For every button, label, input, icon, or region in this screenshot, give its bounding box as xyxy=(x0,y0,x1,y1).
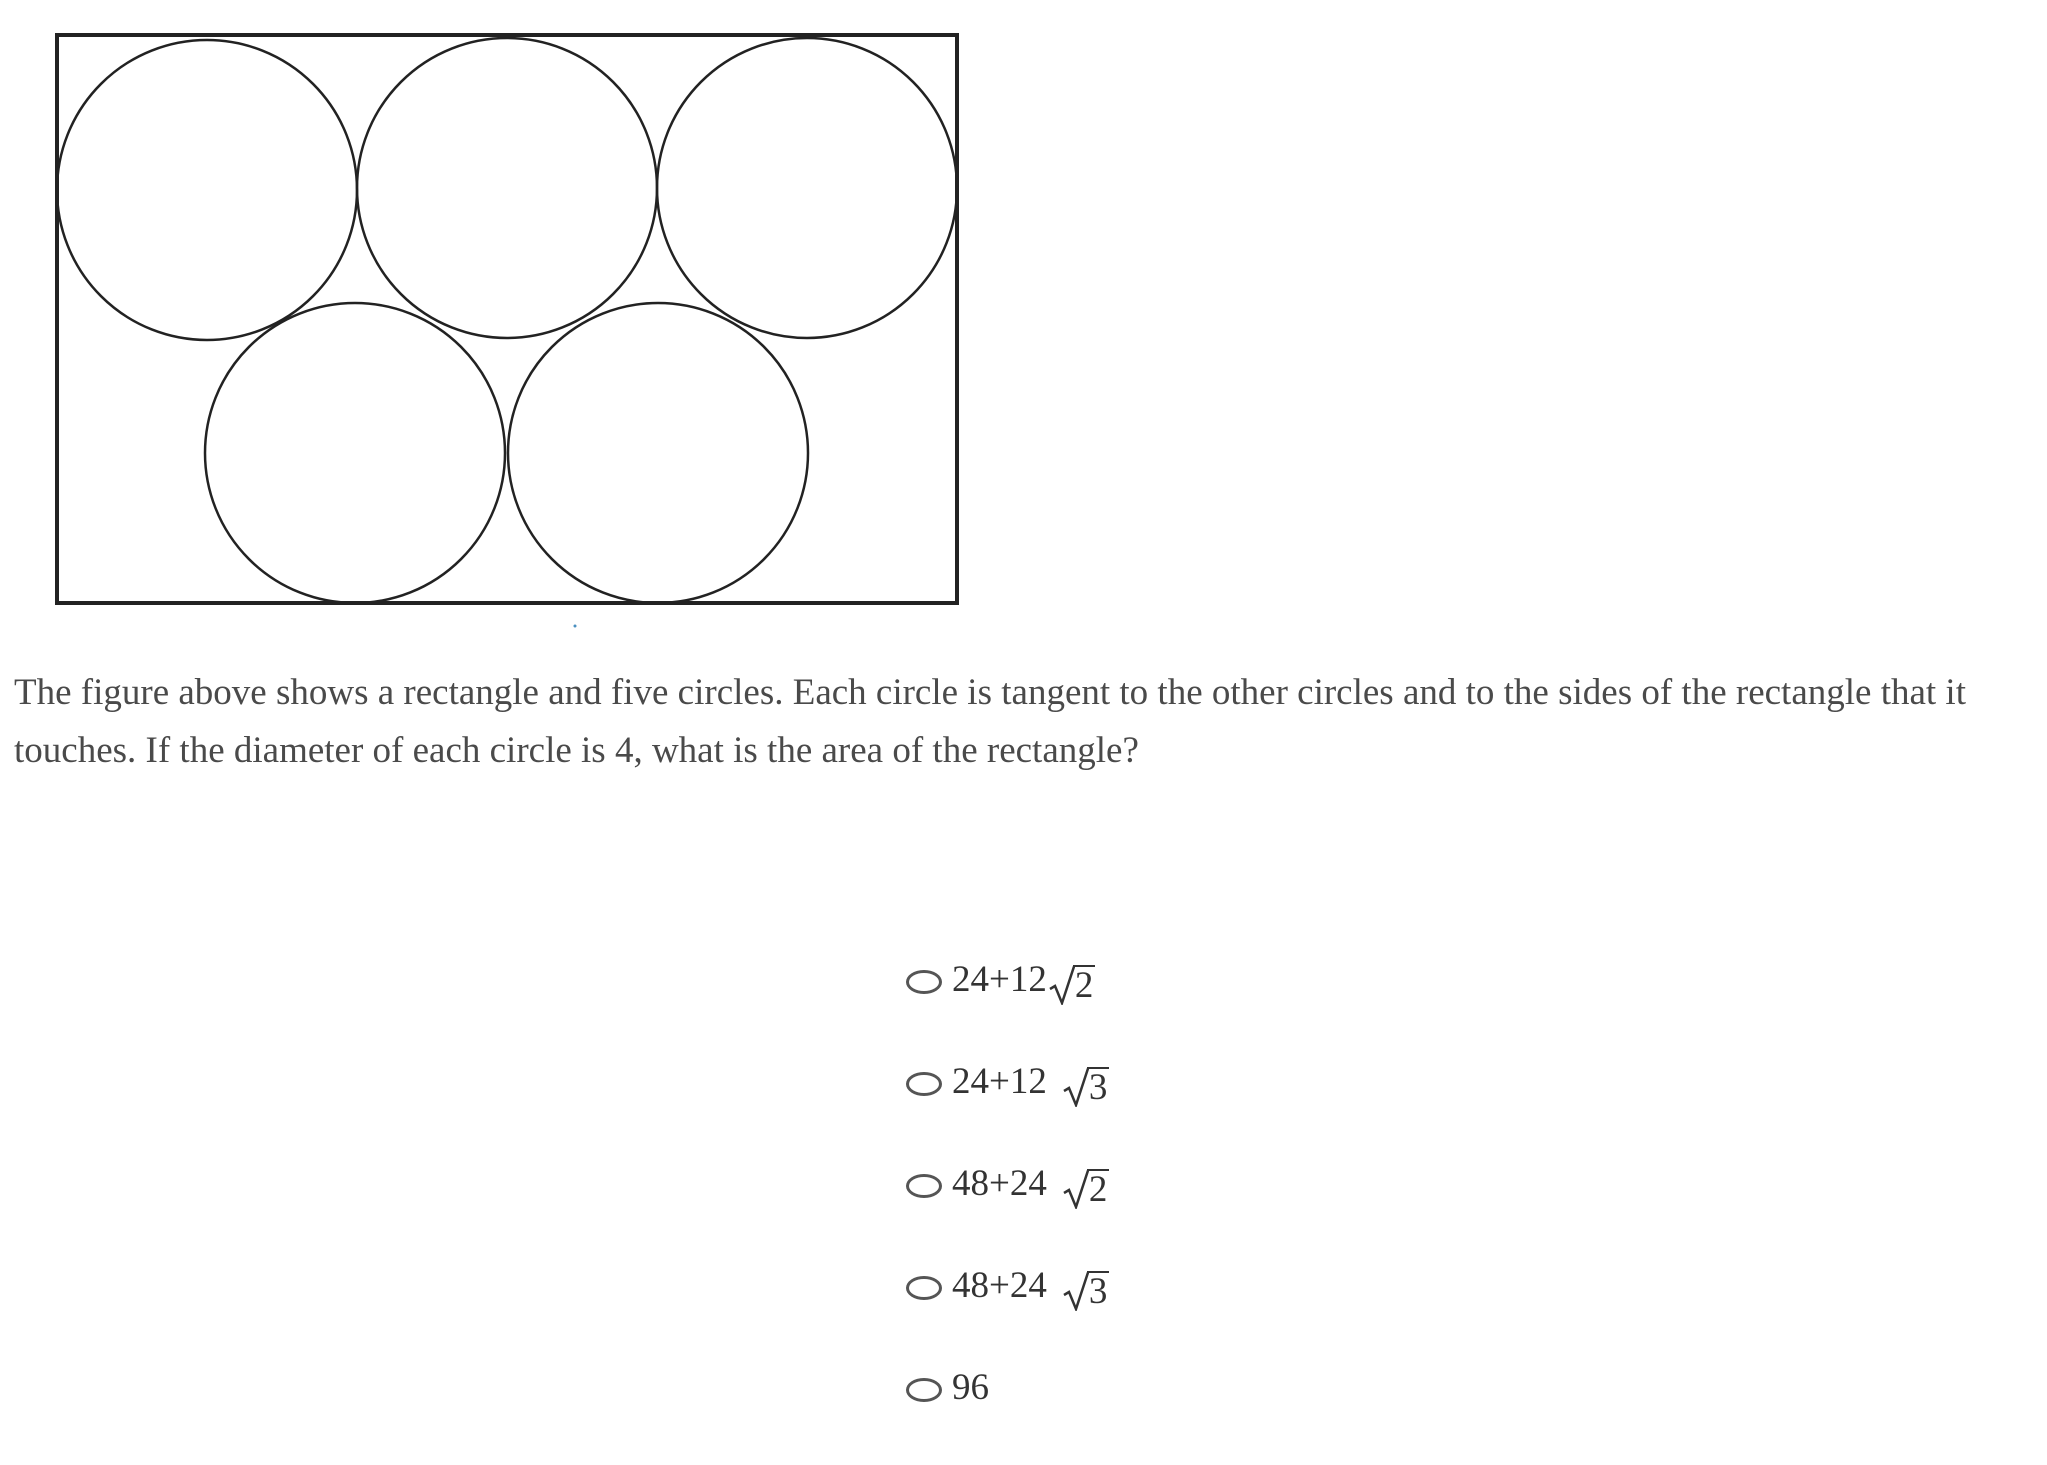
radio-button-icon[interactable] xyxy=(906,1378,942,1402)
figure-rectangle xyxy=(57,35,957,603)
choice-radicand: 2 xyxy=(1088,1169,1108,1210)
radio-button-icon[interactable] xyxy=(906,970,942,994)
choice-prefix: 24+12 xyxy=(952,959,1047,1000)
choice-radicand: 2 xyxy=(1074,965,1094,1006)
square-root-icon xyxy=(1049,965,1096,1005)
answer-choices xyxy=(906,955,1406,1465)
figure-circle-bottom-right xyxy=(508,303,808,603)
radio-button-icon[interactable] xyxy=(906,1072,942,1096)
square-root-icon xyxy=(1063,1271,1110,1311)
choice-radicand: 3 xyxy=(1088,1067,1108,1108)
answer-choice-label xyxy=(952,955,1095,1005)
answer-choice-4[interactable] xyxy=(906,1261,1406,1363)
choice-radicand: 3 xyxy=(1088,1271,1108,1312)
figure-circle-top-right xyxy=(657,38,957,338)
square-root-icon xyxy=(1063,1067,1110,1107)
answer-choice-label xyxy=(952,1261,1109,1311)
radio-button-icon[interactable] xyxy=(906,1276,942,1300)
choice-prefix: 96 xyxy=(952,1367,989,1408)
answer-choice-5[interactable] xyxy=(906,1363,1406,1465)
choice-prefix: 48+24 xyxy=(952,1163,1047,1204)
figure-rectangle-circles xyxy=(0,0,1000,640)
figure-dot xyxy=(574,625,577,628)
answer-choice-2[interactable] xyxy=(906,1057,1406,1159)
choice-prefix: 48+24 xyxy=(952,1265,1047,1306)
answer-choice-label xyxy=(952,1159,1109,1209)
radio-button-icon[interactable] xyxy=(906,1174,942,1198)
answer-choice-3[interactable] xyxy=(906,1159,1406,1261)
answer-choice-label xyxy=(952,1363,989,1413)
answer-choice-label xyxy=(952,1057,1109,1107)
figure-circle-top-left xyxy=(57,40,357,340)
figure-circle-bottom-left xyxy=(205,303,505,603)
answer-choice-1[interactable] xyxy=(906,955,1406,1057)
figure-circle-top-middle xyxy=(357,38,657,338)
choice-prefix: 24+12 xyxy=(952,1061,1047,1102)
question-text: The figure above shows a rectangle and five circles. Each circle is tangent to the other circles and to the sides of the rectangle that it touches. If the diameter of each circle is 4, what is the area of the rectangle? xyxy=(14,672,1966,771)
square-root-icon xyxy=(1063,1169,1110,1209)
